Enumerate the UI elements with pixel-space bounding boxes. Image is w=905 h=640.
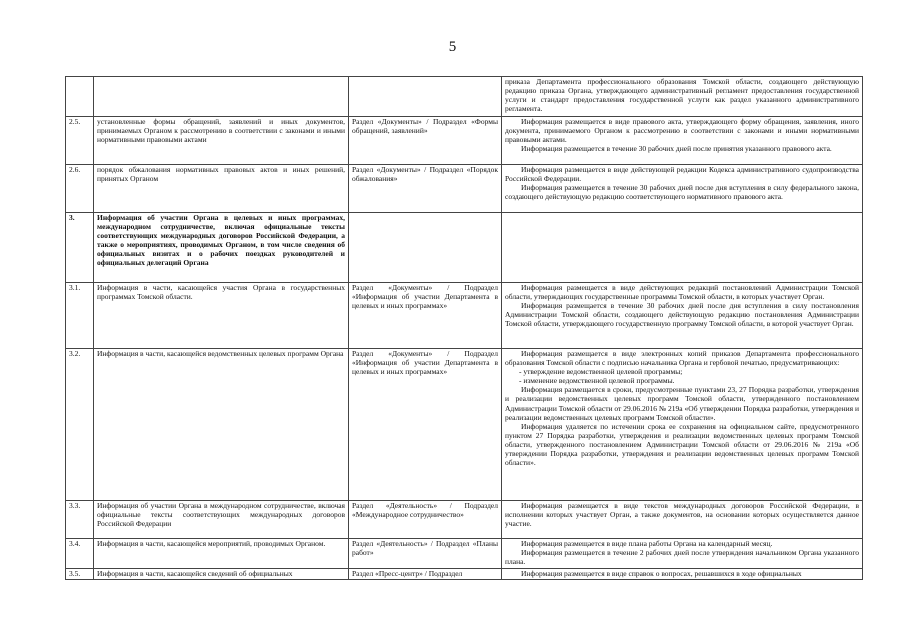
requirement-paragraph: - изменение ведомственной целевой программы.	[519, 376, 675, 386]
information-cell: Информация об участии Органа в целевых и иных программах, международном сотрудничестве, включая официальные тексты соответствующих международных договоров Российской Федерации, а также о мероприятиях, проводимых Органом, в том числе сведения об официальных визитах и о рабочих поездках руководителей и официальных делегаций Органа	[94, 213, 349, 283]
location-cell: Раздел «Документы» / Подраздел «Информация об участии Департамента в целевых и иных программах»	[349, 349, 502, 501]
information-cell: Информация в части, касающейся участия Органа в государственных программах Томской области.	[94, 283, 349, 349]
table-row	[66, 77, 863, 117]
requirements-cell	[502, 283, 863, 349]
row-number-cell	[66, 77, 94, 117]
location-cell	[349, 77, 502, 117]
requirements-cell	[502, 539, 863, 569]
requirements-cell	[502, 213, 863, 283]
requirement-paragraph: приказа Департамента профессионального образования Томской области, создающего действующую редакцию приказа Органа, утверждающего административный регламент предоставления государственной услуги и стандарт предоставления государственной услуги как раздел указанного административного регламента.	[505, 77, 859, 114]
table-row	[66, 349, 863, 501]
requirement-paragraph: Информация удаляется по истечении срока ее сохранения на официальном сайте, предусмотренного пунктом 27 Порядка разработки, утверждения и реализации ведомственных целевых программ Томской области, утвержденного постановлением Администрации Томской области от 29.06.2016 № 219а «Об утверждении Порядка разработки, утверждения и реализации ведомственных целевых программ Томской области».	[505, 421, 859, 468]
requirements-cell	[502, 569, 863, 580]
disclosure-table	[65, 76, 863, 580]
requirement-paragraph: Информация размещается в течение 30 рабочих дней после дня вступления в силу постановления Администрации Томской области, создающего действующую редакцию постановления Администрации Томской области, утверждающего государственную программу Томской области, в которой участвует Орган.	[505, 301, 859, 329]
requirements-cell	[502, 77, 863, 117]
location-cell: Раздел «Пресс-центр» / Подраздел	[349, 569, 502, 580]
requirement-paragraph: Информация размещается в виде действующих редакций постановлений Администрации Томской области, утверждающих государственные программы Томской области, в которых участвует Орган.	[505, 283, 859, 302]
table-row	[66, 569, 863, 580]
page-number: 5	[448, 39, 457, 55]
requirement-paragraph: Информация размещается в виде электронных копий приказов Департамента профессионального образования Томской области с подписью начальника Органа и гербовой печатью, предусматривающих:	[505, 349, 859, 368]
location-cell: Раздел «Документы» / Подраздел «Информация об участии Департамента в целевых и иных программах»	[349, 283, 502, 349]
row-number-cell: 3.5.	[66, 569, 94, 580]
table-row	[66, 213, 863, 283]
information-cell: порядок обжалования нормативных правовых актов и иных решений, принятых Органом	[94, 165, 349, 213]
requirements-cell	[502, 165, 863, 213]
row-number-cell: 2.6.	[66, 165, 94, 213]
requirements-cell	[502, 501, 863, 539]
requirement-paragraph: Информация размещается в течение 30 рабочих дней после принятия указанного правового акта.	[521, 144, 832, 154]
requirement-paragraph: Информация размещается в сроки, предусмотренные пунктами 23, 27 Порядка разработки, утверждения и реализации ведомственных целевых программ Томской области, утвержденного постановлением Администрации Томской области от 29.06.2016 № 219а «Об утверждении Порядка разработки, утверждения и реализации ведомственных целевых программ Томской области».	[505, 385, 859, 422]
location-cell	[349, 213, 502, 283]
requirement-paragraph: - утверждение ведомственной целевой программы;	[519, 367, 683, 377]
location-cell: Раздел «Деятельность» / Подраздел «Планы работ»	[349, 539, 502, 569]
information-cell	[94, 77, 349, 117]
table-row	[66, 165, 863, 213]
row-number-cell: 3.3.	[66, 501, 94, 539]
table-row	[66, 283, 863, 349]
requirement-paragraph: Информация размещается в виде плана работы Органа на календарный месяц.	[521, 539, 773, 548]
requirements-cell	[502, 349, 863, 501]
requirement-paragraph: Информация размещается в виде действующей редакции Кодекса административного судопроизводства Российской Федерации.	[505, 165, 859, 184]
table-row	[66, 117, 863, 165]
table-row	[66, 539, 863, 569]
information-cell: установленные формы обращений, заявлений и иных документов, принимаемых Органом к рассмотрению в соответствии с законами и иными нормативными правовыми актами	[94, 117, 349, 165]
row-number-cell: 3.4.	[66, 539, 94, 569]
location-cell: Раздел «Документы» / Подраздел «Формы обращений, заявлений»	[349, 117, 502, 165]
table-row	[66, 501, 863, 539]
row-number-cell: 3.2.	[66, 349, 94, 501]
row-number-cell: 3.1.	[66, 283, 94, 349]
location-cell: Раздел «Деятельность» / Подраздел «Международное сотрудничество»	[349, 501, 502, 539]
information-cell: Информация об участии Органа в международном сотрудничестве, включая официальные тексты соответствующих международных договоров Российской Федерации	[94, 501, 349, 539]
location-cell: Раздел «Документы» / Подраздел «Порядок обжалования»	[349, 165, 502, 213]
requirement-paragraph: Информация размещается в течение 2 рабочих дней после утверждения начальником Органа указанного плана.	[505, 548, 859, 567]
information-cell: Информация в части, касающейся ведомственных целевых программ Органа	[94, 349, 349, 501]
information-cell: Информация в части, касающейся мероприятий, проводимых Органом.	[94, 539, 349, 569]
table-body	[66, 77, 863, 580]
row-number-cell: 2.5.	[66, 117, 94, 165]
requirement-paragraph: Информация размещается в виде текстов международных договоров Российской Федерации, в исполнении которых участвует Орган, а также документов, на основании которых осуществляется данное участие.	[505, 501, 859, 529]
requirement-paragraph: Информация размещается в виде справок о вопросах, решавшихся в ходе официальных	[521, 569, 802, 578]
information-cell: Информация в части, касающейся сведений об официальных	[94, 569, 349, 580]
requirement-paragraph: Информация размещается в виде правового акта, утверждающего форму обращения, заявления, иного документа, принимаемого Органом к рассмотрению в соответствии с законами и иными нормативными правовыми актами.	[505, 117, 859, 145]
requirements-cell	[502, 117, 863, 165]
row-number-cell: 3.	[66, 213, 94, 283]
requirement-paragraph: Информация размещается в течение 30 рабочих дней после дня вступления в силу федерального закона, создающего действующую редакцию соответствующего нормативного правового акта.	[505, 183, 859, 202]
